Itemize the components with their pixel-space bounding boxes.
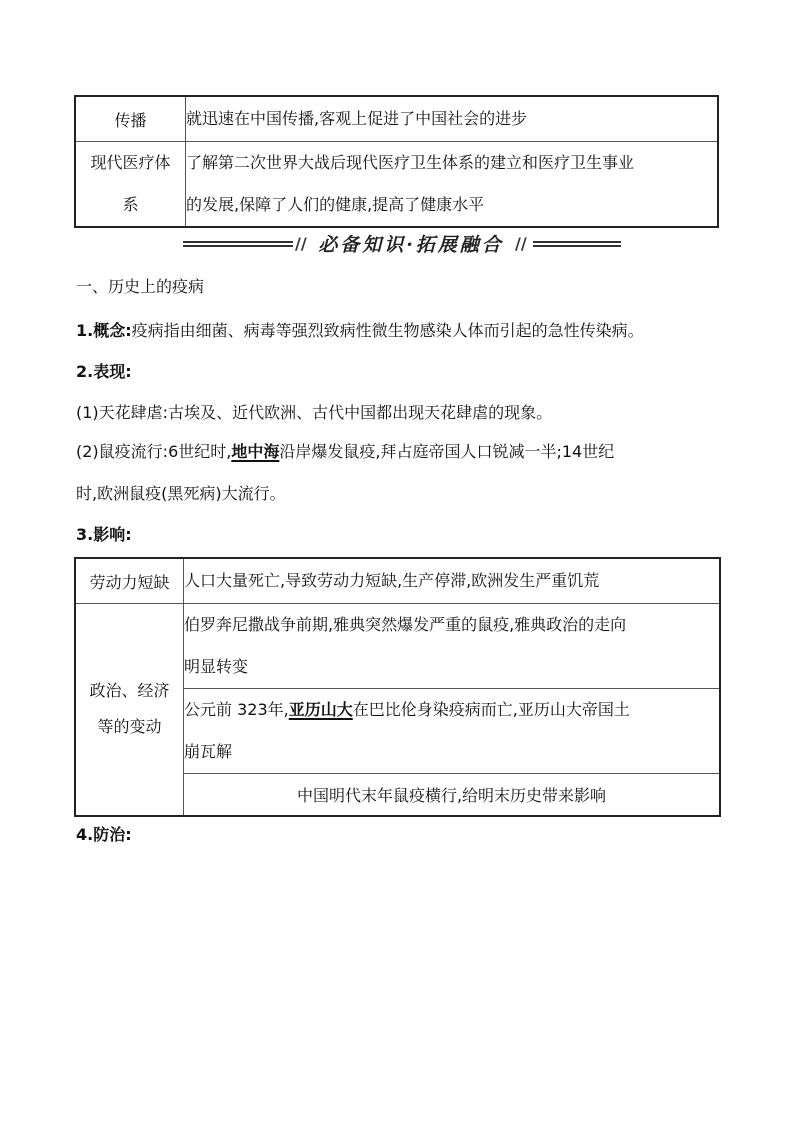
- label-line: 等的变动: [97, 717, 162, 737]
- concept-label: 1.概念:: [76, 321, 132, 340]
- text-line: 了解第二次世界大战后现代医疗卫生体系的建立和医疗卫生事业: [186, 153, 635, 172]
- row-label: [75, 558, 184, 604]
- row-text: [186, 96, 719, 142]
- expression-item-1: [76, 402, 552, 424]
- text-line: 明显转变: [184, 657, 249, 676]
- key-term: 亚历山大: [288, 700, 353, 719]
- table-row: [75, 558, 720, 604]
- item-text: 6世纪时,: [168, 442, 232, 461]
- continuation-table: [74, 95, 719, 228]
- row-text: [184, 689, 721, 774]
- cell-text: 就迅速在中国传播,客观上促进了中国社会的进步: [186, 109, 528, 128]
- impact-label: 3.影响:: [76, 525, 132, 544]
- prevention-label: 4.防治:: [76, 825, 132, 844]
- label-text: 传播: [114, 110, 147, 130]
- banner-right-rule: [533, 241, 621, 247]
- expression-item-2: [76, 441, 614, 463]
- text-line: 伯罗奔尼撒战争前期,雅典突然爆发严重的鼠疫,雅典政治的走向: [184, 615, 627, 634]
- expression-label: 2.表现:: [76, 362, 132, 381]
- concept-paragraph: [76, 320, 644, 342]
- item-text: 古埃及、近代欧洲、古代中国都出现天花肆虐的现象。: [168, 403, 553, 422]
- label-text: 劳动力短缺: [89, 572, 170, 592]
- text-line: [184, 689, 719, 731]
- text-fragment: 在巴比伦身染疫病而亡,亚历山大帝国土: [352, 700, 630, 719]
- row-text: [184, 604, 721, 689]
- text-line: 崩瓦解: [184, 742, 233, 761]
- cell-text: 人口大量死亡,导致劳动力短缺,生产停滞,欧洲发生严重饥荒: [184, 571, 600, 590]
- text-fragment: 公元前 323年,: [184, 700, 289, 719]
- section-heading: 一、历史上的疫病: [76, 277, 205, 296]
- row-label: [75, 142, 186, 228]
- item-label: (2)鼠疫流行:: [76, 442, 169, 461]
- key-term: 地中海: [231, 442, 280, 461]
- expression-item-2-continued: 时,欧洲鼠疫(黑死病)大流行。: [76, 484, 286, 503]
- cell-text: 中国明代末年鼠疫横行,给明末历史带来影响: [296, 785, 607, 805]
- table-row: [75, 96, 718, 142]
- row-text: [184, 774, 721, 816]
- banner-left-slash: //: [295, 234, 307, 253]
- label-line: 系: [122, 195, 139, 214]
- group-label: [75, 604, 184, 816]
- impact-table: [74, 557, 721, 817]
- label-line: 现代医疗体: [90, 153, 171, 172]
- table-row: [75, 604, 720, 689]
- banner-left-rule: [183, 241, 293, 247]
- label-line: 政治、经济: [89, 681, 170, 701]
- concept-text: 疫病指由细菌、病毒等强烈致病性微生物感染人体而引起的急性传染病。: [131, 321, 644, 340]
- text-line: 的发展,保障了人们的健康,提高了健康水平: [186, 195, 485, 214]
- item-label: (1)天花肆虐:: [76, 403, 169, 422]
- banner-title: 必备知识·拓展融合: [318, 234, 504, 256]
- row-text: [186, 142, 719, 228]
- banner-right-slash: //: [515, 234, 527, 253]
- table-row: [75, 142, 718, 228]
- item-text: 沿岸爆发鼠疫,拜占庭帝国人口锐减一半;14世纪: [279, 442, 615, 461]
- row-text: [184, 558, 721, 604]
- section-banner: [183, 229, 621, 259]
- row-label: [75, 96, 186, 142]
